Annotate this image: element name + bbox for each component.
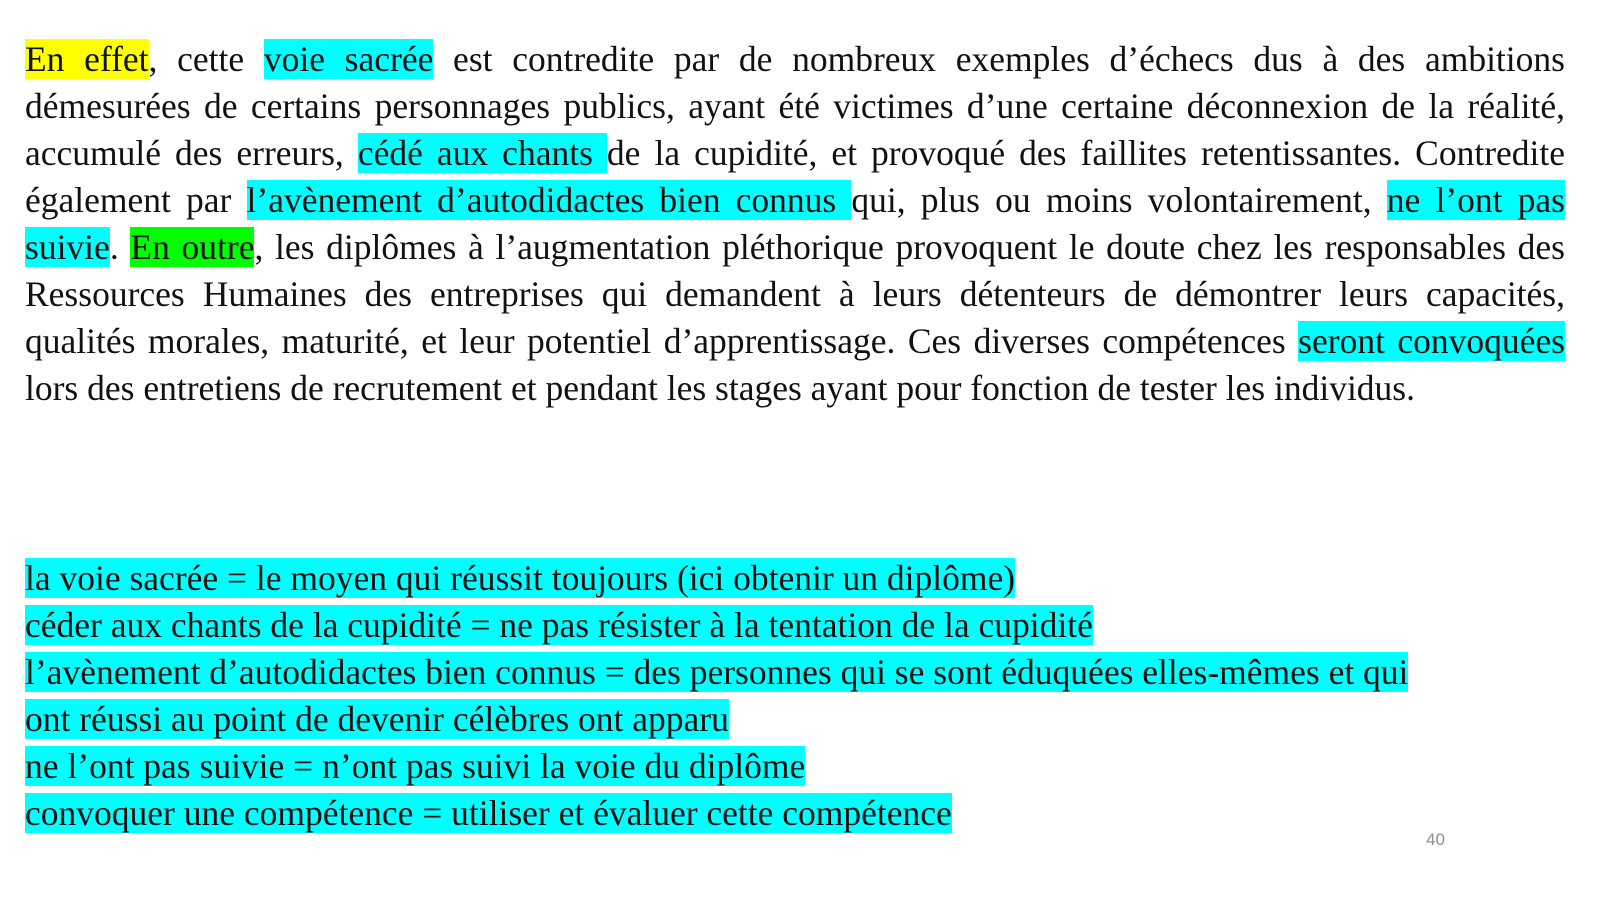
- glossary-text: l’avènement d’autodidactes bien connus = des personnes qui se sont éduquées elles-mêmes et qui: [25, 652, 1409, 692]
- glossary-text: ne l’ont pas suivie = n’ont pas suivi la voie du diplôme: [25, 746, 806, 786]
- glossary-line: [25, 555, 1585, 602]
- text-segment: , cette: [148, 39, 264, 79]
- glossary-line: [25, 790, 1585, 837]
- highlight-seront-convoquees: seront convoquées: [1298, 321, 1565, 361]
- text-segment: qui, plus ou moins volontairement,: [851, 180, 1387, 220]
- page-number: 40: [1426, 830, 1445, 849]
- glossary-line: [25, 602, 1585, 649]
- text-segment: est contredite par de nombreux exemples d’échecs dus à des ambitions démesurées de certains personnages publics, ayant été victimes d’une certaine déconnexion de la réalité, accumulé des erreurs,: [25, 39, 1565, 173]
- main-paragraph: [25, 36, 1565, 412]
- highlight-voie-sacree: voie sacrée: [263, 39, 434, 79]
- glossary-line: [25, 696, 1585, 743]
- highlight-cede-aux-chants: cédé aux chants: [357, 133, 607, 173]
- text-segment: .: [109, 227, 131, 267]
- highlight-ne-lont-pas-suivie: ne l’ont pas suivie: [25, 180, 1565, 267]
- highlight-avenement-autodidactes: l’avènement d’autodidactes bien connus: [246, 180, 852, 220]
- text-segment: lors des entretiens de recrutement et pendant les stages ayant pour fonction de tester les individus.: [25, 368, 1415, 408]
- highlight-en-outre: En outre: [130, 227, 255, 267]
- text-segment: de la cupidité, et provoqué des faillites retentissantes. Contredite également par: [25, 133, 1566, 220]
- glossary-text: convoquer une compétence = utiliser et évaluer cette compétence: [25, 793, 952, 833]
- glossary: [25, 555, 1585, 837]
- highlight-en-effet: En effet: [25, 39, 149, 79]
- glossary-line: [25, 649, 1585, 696]
- glossary-text: céder aux chants de la cupidité = ne pas résister à la tentation de la cupidité: [25, 605, 1093, 645]
- glossary-text: la voie sacrée = le moyen qui réussit toujours (ici obtenir un diplôme): [25, 558, 1016, 598]
- text-segment: , les diplômes à l’augmentation pléthorique provoquent le doute chez les responsables des Ressources Humaines des entreprises qui demandent à leurs détenteurs de démontrer leurs capacités, qualités morales, maturité, et leur potentiel d’apprentissage. Ces diverses compétences: [25, 227, 1565, 361]
- glossary-line: [25, 743, 1585, 790]
- glossary-text: ont réussi au point de devenir célèbres ont apparu: [25, 699, 729, 739]
